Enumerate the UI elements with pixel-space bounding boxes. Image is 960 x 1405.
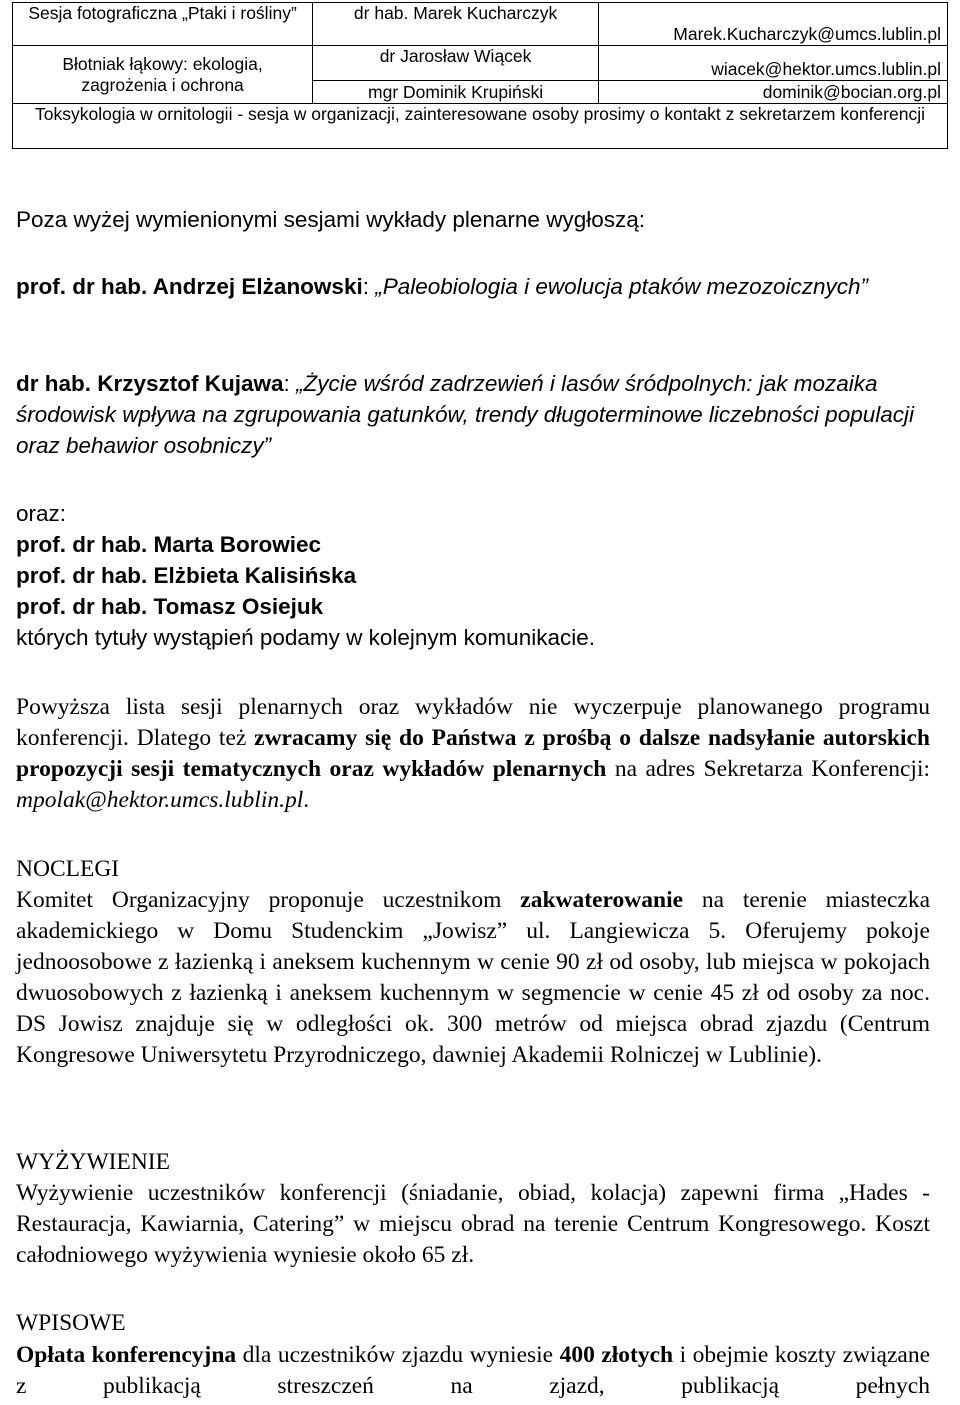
proposals-request: zwracamy się do Państwa z prośbą o dalsze nadsyłanie autorskich propozycji sesji tematycznych oraz wykładów plenarnych bbox=[16, 725, 930, 782]
also-label: oraz: bbox=[16, 501, 67, 526]
lecture-separator: : bbox=[362, 274, 376, 299]
plenary-intro: Poza wyżej wymienionymi sesjami wykłady plenarne wygłoszą: bbox=[16, 207, 645, 232]
organizer-name: dr hab. Marek Kucharczyk bbox=[353, 3, 558, 23]
proposals-end: . bbox=[303, 787, 310, 813]
table-row bbox=[13, 3, 948, 46]
noclegi-heading: NOCLEGI bbox=[16, 856, 120, 882]
lecture-separator: : bbox=[283, 371, 297, 396]
also-speaker: prof. dr hab. Elżbieta Kalisińska bbox=[16, 563, 357, 588]
wyzywienie-heading: WYŻYWIENIE bbox=[16, 1149, 170, 1175]
session-name: Sesja fotograficzna „Ptaki i rośliny” bbox=[28, 3, 297, 23]
table-row bbox=[13, 46, 948, 81]
lecture-title: „Paleobiologia i ewolucja ptaków mezozoicznych” bbox=[375, 274, 868, 299]
wpisowe-paragraph bbox=[16, 1340, 930, 1402]
organizer-email: Marek.Kucharczyk@umcs.lublin.pl bbox=[673, 24, 941, 44]
sessions-table bbox=[12, 2, 948, 149]
organizer-name: dr Jarosław Wiącek bbox=[379, 46, 532, 66]
organizer-email: dominik@bocian.org.pl bbox=[762, 82, 941, 102]
also-note: których tytuły wystąpień podamy w kolejnym komunikacie. bbox=[16, 625, 595, 650]
email-cell bbox=[599, 46, 948, 81]
secretary-email-link[interactable]: mpolak@hektor.umcs.lublin.pl bbox=[16, 787, 304, 813]
plenary-lecture bbox=[16, 368, 926, 461]
also-speakers-block bbox=[16, 498, 930, 653]
lecture-title: „Życie wśród zadrzewień i lasów śródpolnych: jak mozaika środowisk wpływa na zgrupowania gatunków, trendy długoterminowe liczebności populacji oraz behawior osobniczy” bbox=[16, 371, 914, 458]
noclegi-accommodation: zakwaterowanie bbox=[520, 887, 684, 913]
organizer-cell bbox=[313, 3, 599, 46]
plenary-lecture bbox=[16, 271, 896, 302]
wpisowe-heading: WPISOWE bbox=[16, 1310, 126, 1336]
organizer-name: mgr Dominik Krupiński bbox=[368, 82, 544, 102]
toxicology-note: Toksykologia w ornitologii - sesja w organizacji, zainteresowane osoby prosimy o kontakt z sekretarzem konferencji bbox=[35, 104, 925, 124]
proposals-address-text: na adres Sekretarza Konferencji: bbox=[606, 756, 931, 782]
noclegi-details: na terenie miasteczka akademickiego w Domu Studenckim „Jowisz” ul. Langiewicza 5. Oferujemy pokoje jednoosobowe z łazienką i aneksem kuchennym w cenie 90 zł od osoby, lub miejsca w pokojach dwuosobowych z łazienką i aneksem kuchennym w segmencie w cenie 45 zł od osoby za noc. DS Jowisz znajduje się w odległości ok. 300 metrów od miejsca obrad zjazdu (Centrum Kongresowe Uniwersytetu Przyrodniczego, dawniej Akademii Rolniczej w Lublinie). bbox=[16, 887, 930, 1068]
proposals-paragraph bbox=[16, 692, 930, 816]
also-speaker: prof. dr hab. Tomasz Osiejuk bbox=[16, 594, 324, 619]
email-cell bbox=[599, 3, 948, 46]
session-name-cell bbox=[13, 3, 313, 46]
wyzywienie-paragraph: Wyżywienie uczestników konferencji (śniadanie, obiad, kolacja) zapewni firma „Hades - Restauracja, Kawiarnia, Catering” w miejscu obrad na terenie Centrum Kongresowego. Koszt całodniowego wyżywienia wyniesie około 65 zł. bbox=[16, 1180, 930, 1268]
email-cell bbox=[599, 81, 948, 104]
wpisowe-fee-label: Opłata konferencyjna bbox=[16, 1342, 237, 1368]
session-name: Błotniak łąkowy: ekologia, zagrożenia i ochrona bbox=[62, 53, 263, 95]
organizer-email: wiacek@hektor.umcs.lublin.pl bbox=[711, 59, 941, 79]
proposals-text: Powyższa lista sesji plenarnych oraz wykładów nie wyczerpuje planowanego programu konferencji. Dlatego też bbox=[16, 694, 930, 751]
lecture-speaker: prof. dr hab. Andrzej Elżanowski bbox=[16, 274, 363, 299]
organizer-cell bbox=[313, 81, 599, 104]
lecture-speaker: dr hab. Krzysztof Kujawa bbox=[16, 371, 284, 396]
table-row bbox=[13, 104, 948, 149]
organizer-cell bbox=[313, 46, 599, 81]
also-speaker: prof. dr hab. Marta Borowiec bbox=[16, 532, 322, 557]
wpisowe-text-cont: i obejmie koszty związane z publikacją streszczeń na zjazd, publikacją pełnych bbox=[16, 1342, 931, 1399]
toxicology-note-cell bbox=[13, 104, 948, 149]
wpisowe-text: dla uczestników zjazdu wyniesie bbox=[236, 1342, 560, 1368]
noclegi-paragraph bbox=[16, 885, 930, 1071]
wpisowe-amount: 400 złotych bbox=[559, 1342, 674, 1368]
noclegi-text: Komitet Organizacyjny proponuje uczestnikom bbox=[16, 887, 521, 913]
session-name-cell bbox=[13, 46, 313, 104]
